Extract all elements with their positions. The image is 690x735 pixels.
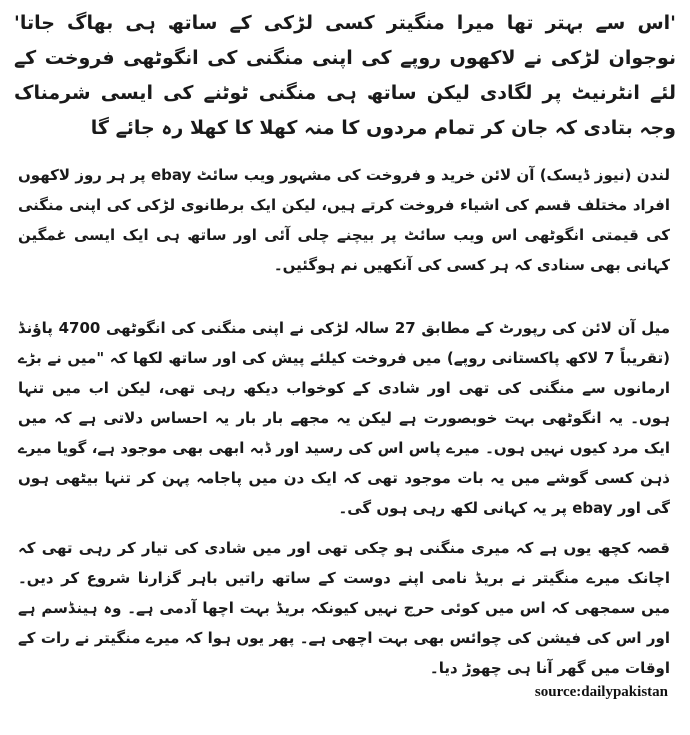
article-paragraph: لندن (نیوز ڈیسک) آن لائن خرید و فروخت کی مشہور ویب سائٹ ebay پر ہر روز لاکھوں افراد مختلف قسم کی اشیاء فروخت کرتے ہیں، لیکن ایک برطانوی لڑکی کی اپنی منگنی کی قیمتی انگوٹھی اس ویب سائٹ پر بیچنے چلی آئی اور ساتھ ہی ایک ایسی غمگین کہانی بھی سنادی کہ ہر کسی کی آنکھیں نم ہوگئیں۔ (18, 166, 670, 274)
article-paragraph: قصہ کچھ یوں ہے کہ میری منگنی ہو چکی تھی اور میں شادی کی تیار کر رہی تھی کہ اچانک میرے منگیتر نے بریڈ نامی اپنے دوست کے ساتھ راتیں باہر گزارنا شروع کر دیں۔ میں سمجھی کہ اس میں کوئی حرج نہیں کیونکہ بریڈ بہت اچھا آدمی ہے۔ وہ ہینڈسم ہے اور اس کی فیشن کی چوائس بھی بہت اچھی ہے۔ پھر یوں ہوا کہ میرے منگیتر نے رات کے اوقات میں گھر آنا ہی چھوڑ دیا۔ (18, 539, 670, 677)
article-headline: 'اس سے بہتر تھا میرا منگیتر کسی لڑکی کے ساتھ ہی بھاگ جاتا' نوجوان لڑکی نے لاکھوں روپے کی اپنی منگنی کی انگوٹھی فروخت کے لئے انٹرنیٹ پر لگادی لیکن ساتھ ہی منگنی ٹوٹنے کی ایسی شرمناک وجہ بتادی کہ جان کر تمام مردوں کا منہ کھلا کا کھلا رہ جائے گا (14, 12, 676, 139)
source-credit: source:dailypakistan (534, 684, 668, 700)
article-paragraph: میل آن لائن کی رپورٹ کے مطابق 27 سالہ لڑکی نے اپنی منگنی کی انگوٹھی 4700 پاؤنڈ (تقریباً 7 لاکھ پاکستانی روپے) میں فروخت کیلئے پیش کی اور ساتھ لکھا کہ "میں نے بڑے ارمانوں سے منگنی کی تھی اور شادی کے کوخواب دیکھ رہی تھی، لیکن اب میں تنہا ہوں۔ یہ انگوٹھی بہت خوبصورت ہے لیکن یہ مجھے بار بار یہ احساس دلاتی ہے کہ میں ایک مرد کیوں نہیں ہوں۔ میرے پاس اس کی رسید اور ڈبہ ابھی بھی موجود ہے، گویا میرے ذہن کسی گوشے میں یہ بات موجود تھی کہ ایک دن میں پاجامہ پہن کر تنہا بیٹھی ہوں گی اور ebay پر یہ کہانی لکھ رہی ہوں گی۔ (18, 319, 671, 517)
